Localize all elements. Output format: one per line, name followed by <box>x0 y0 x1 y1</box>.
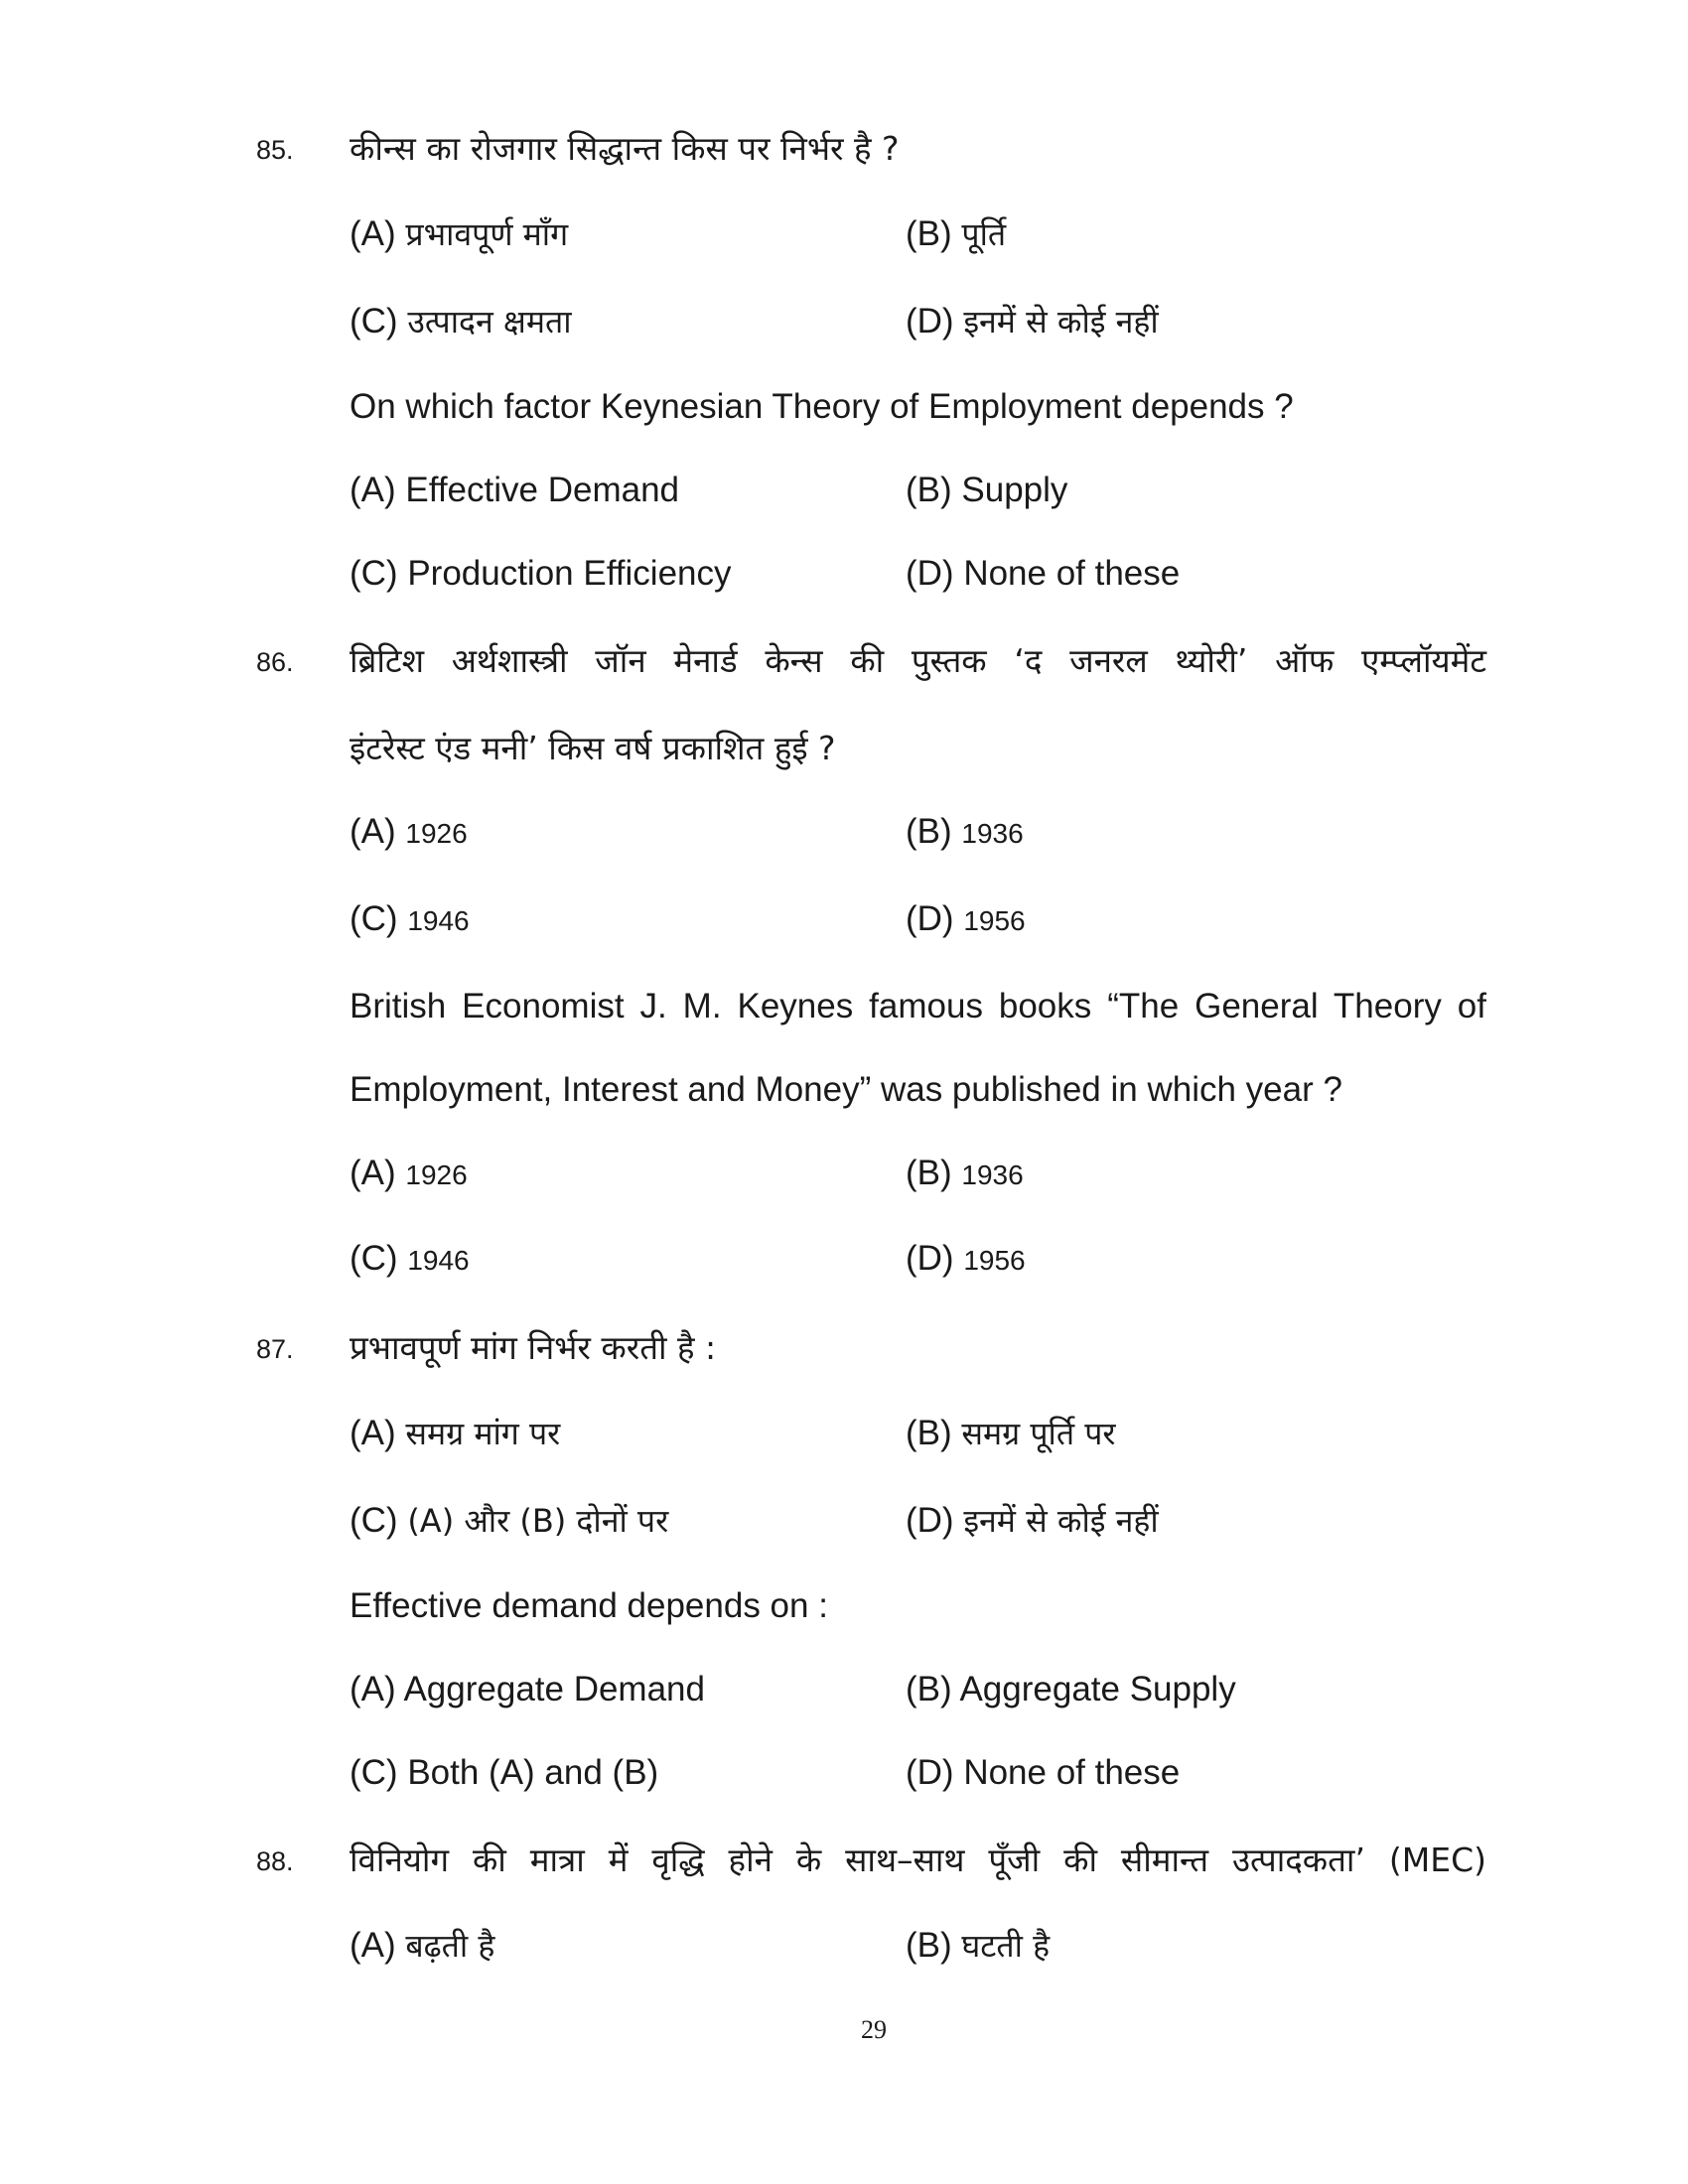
question-text-hindi: कीन्स का रोजगार सिद्धान्त किस पर निर्भर है ? <box>350 129 900 168</box>
option-label: (D) <box>906 899 964 938</box>
option-d <box>906 1499 1159 1542</box>
option-text: Aggregate Supply <box>959 1670 1236 1708</box>
option-c <box>350 1753 658 1793</box>
option-label: (B) <box>906 1926 962 1965</box>
option-b <box>906 812 1024 852</box>
option-label: (A) <box>350 214 406 253</box>
option-c <box>350 1499 668 1542</box>
option-label: (B) <box>906 1670 960 1708</box>
option-label: (D) <box>906 554 964 593</box>
option-label: (C) <box>350 1501 408 1540</box>
question-text-hindi: इंटरेस्ट एंड मनी’ किस वर्ष प्रकाशित हुई ? <box>350 729 836 767</box>
option-a <box>350 1412 560 1454</box>
option-d <box>906 300 1159 342</box>
option-c <box>350 1239 470 1279</box>
option-text: Effective Demand <box>405 471 679 509</box>
option-label: (D) <box>906 1501 964 1540</box>
option-label: (B) <box>906 214 962 253</box>
question-number: 85. <box>256 135 294 165</box>
question-text-hindi: ब्रिटिश अर्थशास्त्री जॉन मेनार्ड केन्स की पुस्तक ‘द जनरल थ्योरी’ ऑफ एम्प्लॉयमेंट <box>350 641 1486 680</box>
option-a <box>350 471 679 510</box>
question-text-hindi: विनियोग की मात्रा में वृद्धि होने के साथ–साथ पूँजी की सीमान्त उत्पादकता’ (MEC) <box>350 1841 1486 1879</box>
option-text: Production Efficiency <box>407 554 732 593</box>
option-text: 1926 <box>405 1160 468 1190</box>
option-text: पूर्ति <box>961 215 1007 253</box>
option-label: (D) <box>906 1239 964 1278</box>
option-text: उत्पादन क्षमता <box>407 303 572 341</box>
option-label: (A) <box>350 1670 404 1708</box>
option-label: (A) <box>350 471 406 509</box>
question-number: 87. <box>256 1334 294 1364</box>
option-text: (A) और (B) दोनों पर <box>407 1502 669 1540</box>
page-number: 29 <box>861 2015 887 2044</box>
question-number: 86. <box>256 647 294 677</box>
option-b <box>906 471 1067 510</box>
question-text-english: British Economist J. M. Keynes famous books “The General Theory of <box>350 987 1486 1025</box>
option-label: (D) <box>906 302 964 341</box>
option-text: 1926 <box>405 818 468 849</box>
question-text-english: Employment, Interest and Money” was published in which year ? <box>350 1070 1342 1109</box>
option-text: घटती है <box>961 1927 1051 1965</box>
option-text: None of these <box>963 554 1181 593</box>
option-label: (A) <box>350 1154 406 1192</box>
option-d <box>906 899 1026 939</box>
option-d <box>906 554 1180 594</box>
option-label: (A) <box>350 812 406 851</box>
option-text: Both (A) and (B) <box>407 1753 659 1792</box>
option-label: (C) <box>350 554 408 593</box>
option-b <box>906 1154 1024 1193</box>
option-c <box>350 554 732 594</box>
option-label: (A) <box>350 1926 406 1965</box>
option-text: Aggregate Demand <box>403 1670 705 1708</box>
option-d <box>906 1753 1180 1793</box>
question-text-english: On which factor Keynesian Theory of Employment depends ? <box>350 387 1294 426</box>
option-text: 1946 <box>407 905 470 936</box>
option-text: None of these <box>963 1753 1181 1792</box>
option-d <box>906 1239 1026 1279</box>
option-b <box>906 1924 1050 1967</box>
option-a <box>350 1154 468 1193</box>
option-text: 1956 <box>963 1245 1026 1276</box>
question-text-hindi: प्रभावपूर्ण मांग निर्भर करती है : <box>350 1328 717 1367</box>
option-label: (C) <box>350 899 408 938</box>
option-label: (B) <box>906 1154 962 1192</box>
option-label: (C) <box>350 1239 408 1278</box>
option-b <box>906 1412 1116 1454</box>
option-b <box>906 1670 1236 1709</box>
option-text: समग्र पूर्ति पर <box>961 1415 1116 1452</box>
option-text: समग्र मांग पर <box>405 1415 561 1452</box>
option-label: (B) <box>906 471 962 509</box>
option-a <box>350 1924 494 1967</box>
option-label: (B) <box>906 812 962 851</box>
option-text: इनमें से कोई नहीं <box>963 303 1159 341</box>
option-text: 1936 <box>961 818 1024 849</box>
question-number: 88. <box>256 1846 294 1876</box>
option-label: (C) <box>350 302 408 341</box>
option-text: 1946 <box>407 1245 470 1276</box>
option-label: (B) <box>906 1414 962 1452</box>
option-label: (A) <box>350 1414 406 1452</box>
question-text-english: Effective demand depends on : <box>350 1586 828 1625</box>
option-c <box>350 899 470 939</box>
option-text: इनमें से कोई नहीं <box>963 1502 1159 1540</box>
option-c <box>350 300 572 342</box>
option-text: Supply <box>961 471 1068 509</box>
option-text: 1936 <box>961 1160 1024 1190</box>
option-label: (C) <box>350 1753 408 1792</box>
option-text: 1956 <box>963 905 1026 936</box>
option-text: प्रभावपूर्ण माँग <box>405 215 569 253</box>
option-a <box>350 1670 705 1709</box>
option-b <box>906 212 1006 255</box>
option-label: (D) <box>906 1753 964 1792</box>
option-text: बढ़ती है <box>405 1927 495 1965</box>
option-a <box>350 812 468 852</box>
option-a <box>350 212 568 255</box>
